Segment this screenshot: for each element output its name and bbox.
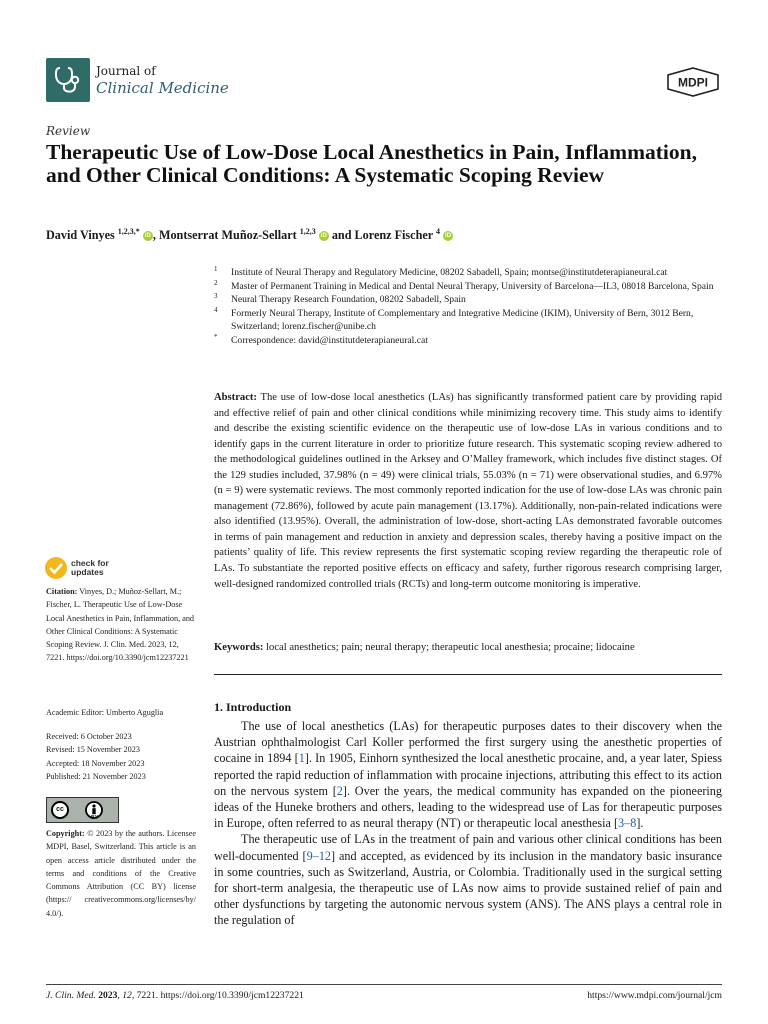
by-label: BY <box>91 815 98 821</box>
section-title: 1. Introduction <box>214 700 292 714</box>
abstract-text: The use of low-dose local anesthetics (LAs) has significantly transformed patient care by providing rapid and effective relief of pain and other clinical conditions while minimizing recovery time. This study aims to identify and describe the existing scientific evidence on the therapeutic use of low-dose LAs in various conditions and to identify gaps in the current literature in order to prioritize future research. This systematic scoping review adhered to the methodological guidelines outlined in the Arksey and O’Malley framework, which includes five distinct stages. Of the 129 studies included, 37.98% (n = 49) were clinical trials, 55.03% (n = 71) were observational studies, and 6.97% (n = 9) were systematic reviews. The most commonly reported indication for the use of low-dose LAs was chronic pain management (72.86%), followed by acute pain management (13.17%). Additionally, non-pain-related indications were also identified (13.95%). Overall, the administration of low-dose, short-acting LAs demonstrated favorable outcomes in terms of pain management and reduction in anxiety and depression scales, thereby having a positive impact on the patients’ quality of life. This review represents the first systematic scoping review regarding the therapeutic role of LAs. To substantiate the reported positive effects on efficacy and safety, further rigorous research comprising larger, well-designed randomized controlled trials (RCTs) and long-term outcome monitoring is imperative. <box>214 392 722 590</box>
affiliations <box>214 266 724 348</box>
check-for-updates-button[interactable] <box>44 556 109 580</box>
citation-link[interactable]: 1 <box>298 751 305 766</box>
orcid-icon[interactable]: iD <box>320 233 327 240</box>
footer-journal-link[interactable]: https://www.mdpi.com/journal/jcm <box>587 990 722 1001</box>
author-sup: 1,2,3,* <box>117 227 140 236</box>
body-text-segment: The therapeutic use of LAs in the treatment of pain and various other clinical conditions has been well-documented [ <box>214 832 722 863</box>
citation-link[interactable]: 2 <box>336 783 343 798</box>
copyright-label: Copyright: <box>46 829 85 838</box>
accepted-date: Accepted: 18 November 2023 <box>46 758 145 768</box>
cc-icon: cc <box>51 801 69 819</box>
affiliation-item: 1 Institute of Neural Therapy and Regulatory Medicine, 08202 Sabadell, Spain; montse@institutdeterapianeural.cat <box>214 265 668 278</box>
divider <box>214 674 722 675</box>
mdpi-logo-text: MDPI <box>678 75 708 90</box>
citation-text[interactable]: Vinyes, D.; Muñoz-Sellart, M.; Fischer, L. Therapeutic Use of Low-Dose Local Anesthetics in Pain, Inflammation, and Other Clinical Conditions: A Systematic Scoping Review. J. Clin. Med. 2023, 12, 7221. https://doi.org/10.3390/jcm12237221 <box>46 587 195 663</box>
orcid-icon[interactable]: iD <box>144 233 151 240</box>
journal-of-label: Journal of <box>96 64 156 78</box>
authors-connector: and <box>331 228 352 243</box>
author-name[interactable]: David Vinyes <box>46 228 115 243</box>
citation-block <box>46 585 196 665</box>
footer-journal: J. Clin. Med. <box>46 990 96 1001</box>
body-paragraph <box>214 718 722 831</box>
affiliation-item: 2 Master of Permanent Training in Medical and Dental Neural Therapy, University of Barcelona—IL3, 08018 Barcelona, Spain <box>214 278 714 292</box>
citation-label: Citation: <box>46 587 78 596</box>
abstract <box>214 390 722 592</box>
author-sup: 1,2,3 <box>299 227 316 236</box>
academic-editor: Academic Editor: Umberto Aguglia <box>46 708 164 717</box>
affiliation-item: 3 Neural Therapy Research Foundation, 08202 Sabadell, Spain <box>214 292 466 306</box>
body-paragraph <box>214 831 722 928</box>
footer-volume: 12 <box>122 990 132 1001</box>
check-updates-icon <box>44 556 68 580</box>
check-updates-line2: updates <box>71 567 104 577</box>
footer-divider <box>46 984 722 985</box>
mdpi-logo <box>666 67 720 101</box>
published-date: Published: 21 November 2023 <box>46 771 146 781</box>
keywords-text: local anesthetics; pain; neural therapy; therapeutic local anesthesia; procaine; lidocaine <box>266 642 635 653</box>
check-updates-line1: check for <box>71 558 109 568</box>
citation-link[interactable]: 9–12 <box>306 848 331 863</box>
cc-by-license-badge[interactable] <box>46 797 119 823</box>
author-name[interactable]: Montserrat Muñoz-Sellart <box>158 228 297 243</box>
copyright-block <box>46 827 196 920</box>
keywords <box>214 640 722 656</box>
orcid-icon[interactable]: iD <box>445 233 452 240</box>
footer-doi[interactable]: , 7221. https://doi.org/10.3390/jcm12237221 <box>131 990 304 1001</box>
article-type: Review <box>46 124 91 138</box>
author-sup: 4 <box>436 227 440 236</box>
page-title: Therapeutic Use of Low-Dose Local Anesthetics in Pain, Inflammation, and Other Clinical Conditions: A Systematic Scoping Review <box>46 140 697 187</box>
body-text-segment: ]. <box>636 816 644 831</box>
footer-citation: J. Clin. Med. 2023, 12, 7221. https://doi.org/10.3390/jcm12237221 <box>46 990 304 1001</box>
authors: David Vinyes $^{1,2,3,*}$ iD , Montserrat Muñoz-Sellart $^{1,2,3}$ iD and Lorenz Fischer $^4$ iD <box>46 227 452 243</box>
author-name[interactable]: Lorenz Fischer <box>354 228 433 243</box>
footer-year: 2023 <box>98 990 118 1001</box>
revised-date: Revised: 15 November 2023 <box>46 745 140 755</box>
dates-block <box>46 730 196 783</box>
section-body <box>214 718 722 929</box>
affiliation-item: * Correspondence: david@institutdeterapianeural.cat <box>214 332 428 346</box>
body-text-segment: ] and accepted, as evidenced by its inclusion in the mandatory basic insurance in some countries, such as Switzerland, Austria, or Colombia. Traditionally used in the surgical setting for short-term analgesia, the therapeutic use of LAs now aims to provide sustained relief of pain and other dysfunctions by targeting the autonomic nervous system (ANS). The ANS plays a central role in the regulation of <box>214 848 722 928</box>
body-text-segment: The use of local anesthetics (LAs) for therapeutic purposes dates to their discovery when the Austrian ophthalmologist Carl Koller performed the first surgery using the anesthetic properties of cocaine in 1894 [ <box>214 719 722 766</box>
copyright-text: © 2023 by the authors. Licensee MDPI, Basel, Switzerland. This article is an open access article distributed under the terms and conditions of the Creative Commons Attribution (CC BY) license (https:// creativecommons.org/licenses/by/ 4.0/). <box>46 829 197 918</box>
journal-logo <box>46 58 229 102</box>
body-text-segment: ]. Over the years, the medical community has expanded on the pioneering ideas of the Huneke brothers and others, leading to the widespread use of Las for therapeutic purposes in Europe, often referred to as neural therapy (NT) or therapeutic local anesthesia [ <box>214 783 722 831</box>
affiliation-item: 4 Formerly Neural Therapy, Institute of Complementary and Integrative Medicine (IKIM), University of Bern, 3012 Bern, Switzerland; lorenz.fischer@unibe.ch <box>214 305 694 333</box>
body-text-segment: ]. In 1905, Einhorn synthesized the local anesthetic procaine, and, a year later, Spiess reported the rapid reduction of inflammation with procaine injections, attributing this effect to its action on the nervous system [ <box>214 751 723 798</box>
citation-link[interactable]: 3–8 <box>618 816 637 831</box>
abstract-label: Abstract: <box>214 392 257 403</box>
journal-name: Clinical Medicine <box>96 79 229 97</box>
stethoscope-icon <box>46 58 90 102</box>
received-date: Received: 6 October 2023 <box>46 732 132 741</box>
keywords-label: Keywords: <box>214 642 264 653</box>
